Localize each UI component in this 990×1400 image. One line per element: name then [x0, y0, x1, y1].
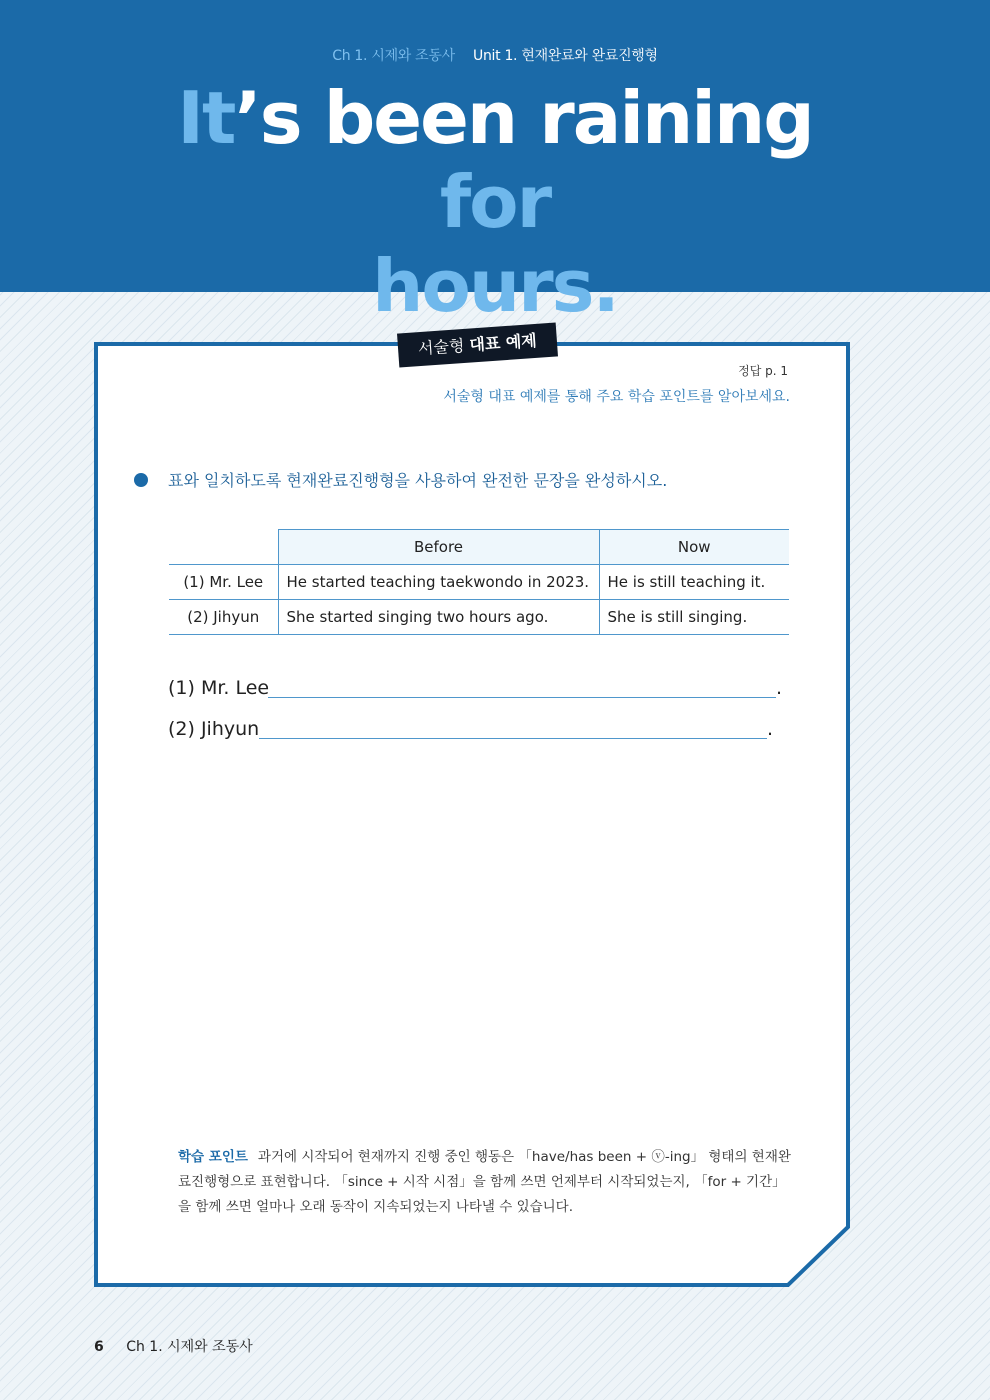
learning-point-label: 학습 포인트 — [178, 1149, 248, 1165]
title-part-2: ’s been raining — [234, 76, 813, 160]
table-cell: (1) Mr. Lee — [169, 565, 278, 600]
table-cell: (2) Jihyun — [169, 600, 278, 635]
header-banner — [0, 0, 990, 328]
table-cell: She is still singing. — [599, 600, 789, 635]
table-row — [169, 565, 789, 600]
guide-text: 서술형 대표 예제를 통해 주요 학습 포인트를 알아보세요. — [443, 389, 790, 405]
title-part-1: It — [177, 76, 235, 160]
title-part-4: hours. — [372, 244, 618, 328]
answer-blank[interactable] — [268, 697, 776, 698]
answer-period: . — [776, 677, 783, 699]
question-text: 표와 일치하도록 현재완료진행형을 사용하여 완전한 문장을 완성하시오. — [168, 471, 668, 490]
page-title — [120, 76, 870, 328]
answer-line-2 — [168, 718, 788, 740]
answer-line-label: (2) Jihyun — [168, 718, 260, 740]
table-header-cell: Now — [599, 530, 789, 565]
table-header-cell: Before — [278, 530, 599, 565]
table-header-row — [169, 530, 789, 565]
title-part-3: for — [439, 160, 551, 244]
page-footer — [94, 1336, 253, 1356]
table-cell: He started teaching taekwondo in 2023. — [278, 565, 599, 600]
learning-point — [178, 1145, 794, 1220]
unit-label: Unit 1. 현재완료와 완료진행형 — [473, 48, 658, 64]
table-cell: She started singing two hours ago. — [278, 600, 599, 635]
bullet-icon — [134, 473, 148, 487]
table-cell: He is still teaching it. — [599, 565, 789, 600]
answer-line-label: (1) Mr. Lee — [168, 677, 270, 699]
tag-normal-text: 서술형 — [417, 335, 466, 359]
chapter-unit-line — [0, 45, 990, 65]
answer-reference: 정답 p. 1 — [738, 364, 788, 378]
table-row — [169, 600, 789, 635]
table-header-cell — [169, 530, 278, 565]
answer-period: . — [767, 718, 774, 740]
chapter-label: Ch 1. 시제와 조동사 — [332, 48, 455, 64]
example-card — [94, 330, 850, 1287]
footer-chapter: Ch 1. 시제와 조동사 — [126, 1339, 253, 1355]
learning-point-text: 과거에 시작되어 현재까지 진행 중인 행동은 「have/has been + ⓥ-ing」 형태의 현재완료진행형으로 표현합니다. 「since + 시작 시점」을 함께 쓰면 언제부터 시작되었는지, 「for + 기간」을 함께 쓰면 얼마나 오래 동작이 지속되었는지 나타낼 수 있습니다. — [178, 1149, 791, 1215]
page-number: 6 — [94, 1339, 104, 1355]
answer-line-1 — [168, 677, 788, 699]
tag-bold-text: 대표 예제 — [468, 330, 538, 355]
answer-blank[interactable] — [259, 738, 767, 739]
comparison-table — [169, 529, 789, 635]
